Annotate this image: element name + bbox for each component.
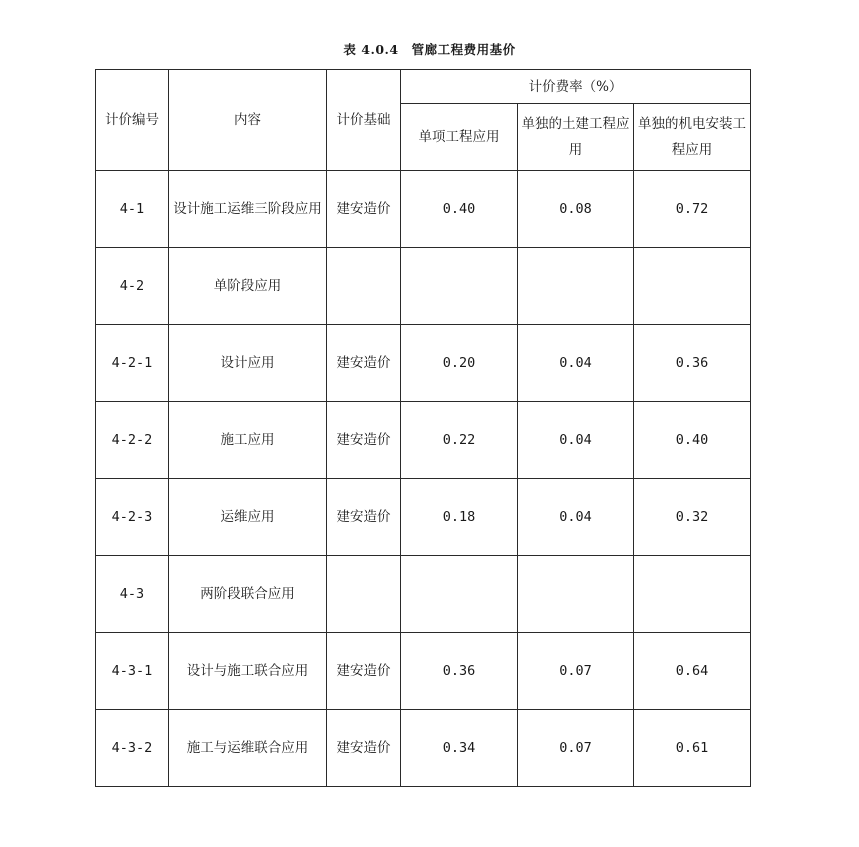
cell-mep-rate: 0.61 — [634, 710, 751, 787]
cell-mep-rate: 0.72 — [634, 171, 751, 248]
cell-content: 单阶段应用 — [169, 248, 327, 325]
cell-mep-rate: 0.40 — [634, 402, 751, 479]
cell-code: 4-2-1 — [96, 325, 169, 402]
cell-single-rate — [401, 556, 518, 633]
cell-code: 4-3-2 — [96, 710, 169, 787]
cell-basis: 建安造价 — [327, 633, 401, 710]
header-civil-only: 单独的土建工程应用 — [518, 104, 634, 171]
header-mep-only: 单独的机电安装工程应用 — [634, 104, 751, 171]
header-single-project: 单项工程应用 — [401, 104, 518, 171]
cell-civil-rate: 0.04 — [518, 402, 634, 479]
header-rate-group: 计价费率（%） — [401, 70, 751, 104]
cell-single-rate: 0.20 — [401, 325, 518, 402]
table-row — [96, 402, 751, 479]
table-row — [96, 710, 751, 787]
table-row — [96, 248, 751, 325]
table-row — [96, 633, 751, 710]
cell-code: 4-2-3 — [96, 479, 169, 556]
cell-code: 4-3 — [96, 556, 169, 633]
fee-table — [95, 69, 751, 787]
cell-mep-rate: 0.36 — [634, 325, 751, 402]
cell-code: 4-2 — [96, 248, 169, 325]
cell-code: 4-2-2 — [96, 402, 169, 479]
table-row — [96, 171, 751, 248]
cell-basis: 建安造价 — [327, 710, 401, 787]
cell-single-rate: 0.34 — [401, 710, 518, 787]
cell-content: 设计施工运维三阶段应用 — [169, 171, 327, 248]
cell-single-rate: 0.18 — [401, 479, 518, 556]
cell-content: 施工应用 — [169, 402, 327, 479]
cell-content: 设计应用 — [169, 325, 327, 402]
cell-content: 施工与运维联合应用 — [169, 710, 327, 787]
cell-mep-rate: 0.32 — [634, 479, 751, 556]
cell-content: 运维应用 — [169, 479, 327, 556]
cell-basis: 建安造价 — [327, 479, 401, 556]
cell-civil-rate — [518, 556, 634, 633]
cell-civil-rate: 0.08 — [518, 171, 634, 248]
cell-basis — [327, 556, 401, 633]
header-basis: 计价基础 — [327, 70, 401, 171]
cell-basis: 建安造价 — [327, 402, 401, 479]
cell-single-rate: 0.40 — [401, 171, 518, 248]
table-caption: 表 4.0.4 管廊工程费用基价 — [343, 42, 516, 57]
cell-code: 4-3-1 — [96, 633, 169, 710]
table-row — [96, 556, 751, 633]
cell-basis: 建安造价 — [327, 171, 401, 248]
cell-mep-rate — [634, 556, 751, 633]
cell-basis — [327, 248, 401, 325]
cell-civil-rate: 0.04 — [518, 479, 634, 556]
header-code: 计价编号 — [96, 70, 169, 171]
table-row — [96, 325, 751, 402]
table-row — [96, 479, 751, 556]
cell-civil-rate: 0.07 — [518, 633, 634, 710]
header-row — [96, 70, 751, 104]
cell-content: 两阶段联合应用 — [169, 556, 327, 633]
cell-single-rate: 0.22 — [401, 402, 518, 479]
cell-single-rate — [401, 248, 518, 325]
cell-civil-rate: 0.07 — [518, 710, 634, 787]
header-content: 内容 — [169, 70, 327, 171]
cell-mep-rate — [634, 248, 751, 325]
cell-civil-rate: 0.04 — [518, 325, 634, 402]
cell-content: 设计与施工联合应用 — [169, 633, 327, 710]
cell-single-rate: 0.36 — [401, 633, 518, 710]
cell-code: 4-1 — [96, 171, 169, 248]
cell-civil-rate — [518, 248, 634, 325]
cell-mep-rate: 0.64 — [634, 633, 751, 710]
cell-basis: 建安造价 — [327, 325, 401, 402]
